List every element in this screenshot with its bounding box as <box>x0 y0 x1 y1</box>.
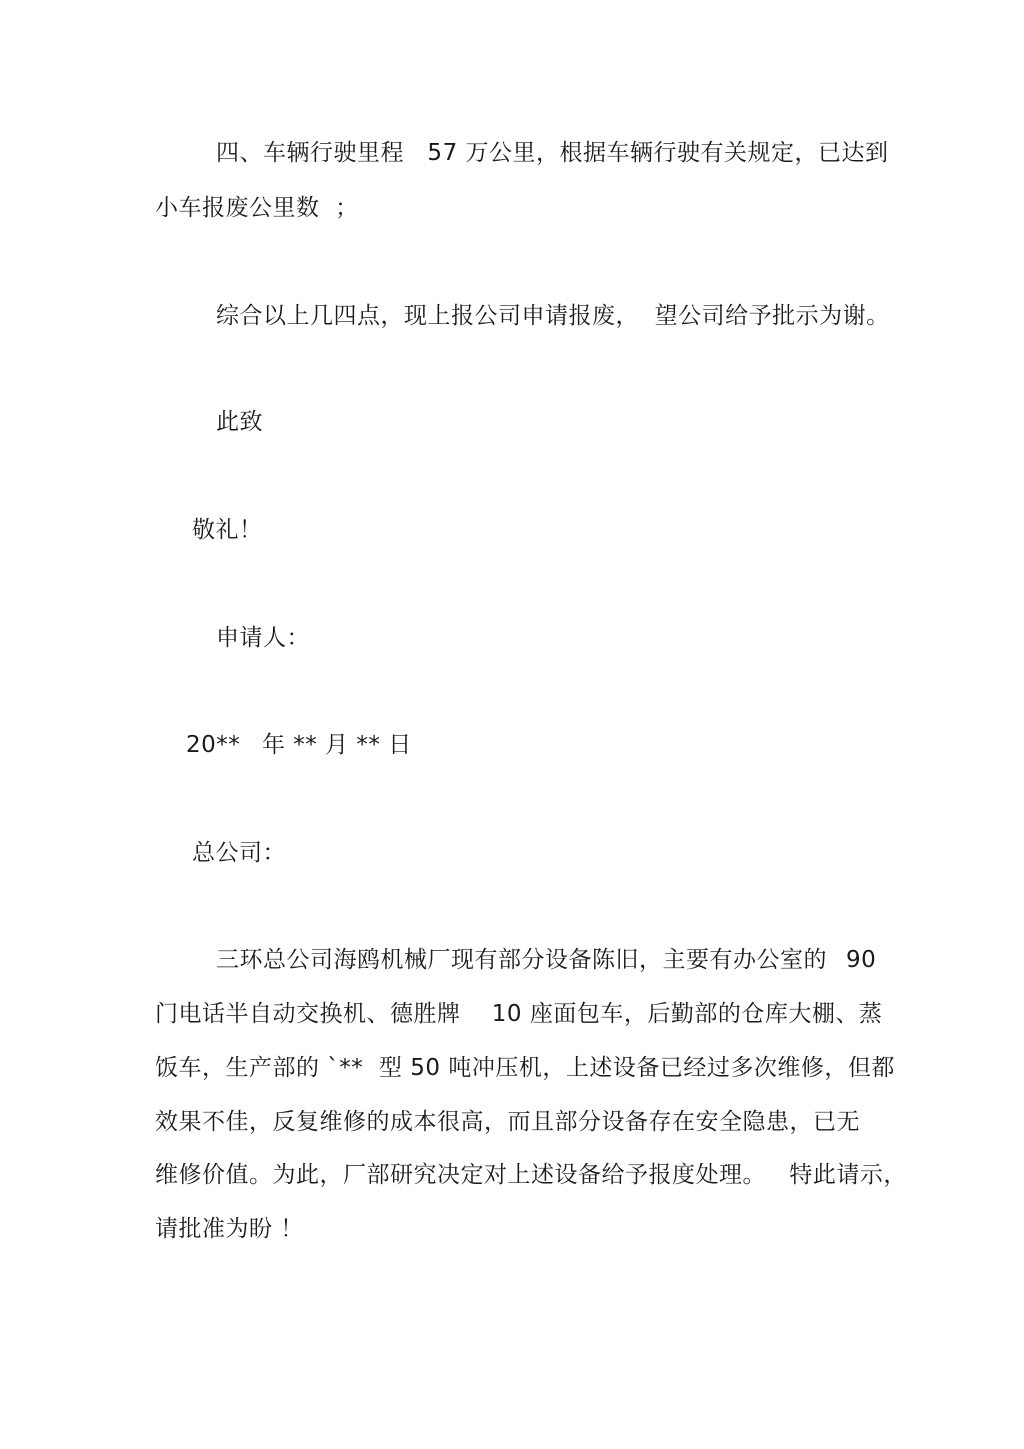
body-text-4: 效果不佳，反复维修的成本很高，而且部分设备存在安全隐患，已无 <box>155 1109 860 1135</box>
body-line-6 <box>155 1214 304 1244</box>
point-four-line-1 <box>216 138 889 168</box>
date-line <box>186 730 240 760</box>
applicant-label: 申请人： <box>216 625 310 651</box>
recipient-text: 总公司： <box>192 840 286 866</box>
point-four-text-1: 四、车辆行驶里程 57 万公里，根据车辆行驶有关规定，已达到 <box>216 140 889 166</box>
body-text-6: 请批准为盼 ！ <box>155 1216 304 1242</box>
body-line-5 <box>155 1160 907 1190</box>
body-line-3 <box>155 1053 895 1083</box>
point-four-text-2: 小车报废公里数 ； <box>155 195 359 221</box>
body-line-2 <box>155 999 882 1029</box>
date-rest: 年 ** 月 ** 日 <box>262 732 412 758</box>
summary-text: 综合以上几四点，现上报公司申请报废， 望公司给予批示为谢。 <box>216 303 890 329</box>
regards-text: 敬礼！ <box>192 517 263 543</box>
date-rest-line <box>262 730 412 760</box>
body-text-1-tail: 90 <box>846 947 877 973</box>
date-year: 20** <box>186 732 241 758</box>
regards-line <box>192 515 263 545</box>
body-line-4 <box>155 1107 860 1137</box>
body-text-3: 饭车，生产部的 `** 型 50 吨冲压机，上述设备已经过多次维修，但都 <box>155 1055 895 1081</box>
body-line-1 <box>216 945 827 975</box>
recipient-line <box>192 838 286 868</box>
applicant-line <box>216 623 310 653</box>
body-text-1: 三环总公司海鸥机械厂现有部分设备陈旧，主要有办公室的 <box>216 947 827 973</box>
point-four-line-2 <box>155 193 359 223</box>
closing-text: 此致 <box>216 409 263 435</box>
body-text-2: 门电话半自动交换机、德胜牌 10 座面包车，后勤部的仓库大棚、蒸 <box>155 1001 883 1027</box>
closing-line <box>216 407 263 437</box>
body-line-1-tail <box>846 945 876 975</box>
body-text-5: 维修价值。为此，厂部研究决定对上述设备给予报度处理。 特此请示， <box>155 1162 907 1188</box>
summary-line <box>216 301 890 331</box>
